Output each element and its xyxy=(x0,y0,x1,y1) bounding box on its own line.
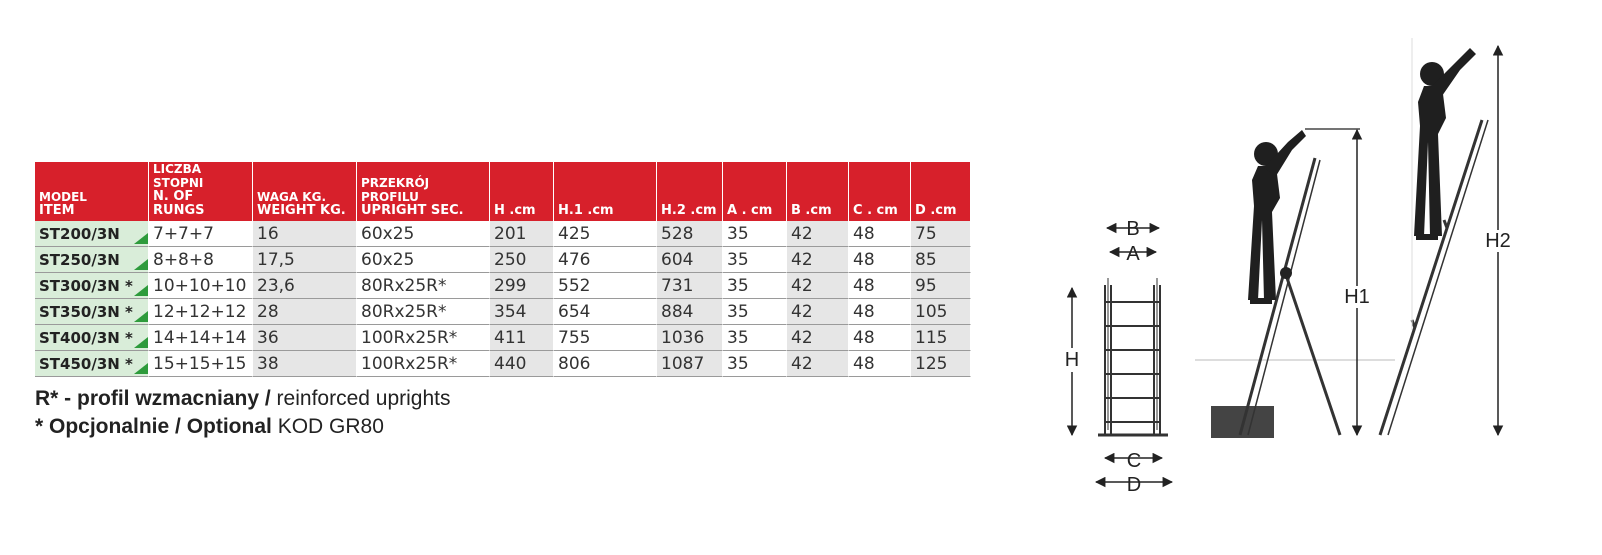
table-row xyxy=(35,247,971,273)
header-h: H .cm xyxy=(490,162,554,221)
header-b: B .cm xyxy=(787,162,849,221)
cell-model: ST450/3N * xyxy=(35,351,149,377)
cell-d: 125 xyxy=(911,351,971,377)
cell-model: ST350/3N * xyxy=(35,299,149,325)
cell-h2: 604 xyxy=(657,247,723,273)
cell-rungs: 14+14+14 xyxy=(149,325,253,351)
cell-profile: 60x25 xyxy=(357,221,490,247)
cell-d: 85 xyxy=(911,247,971,273)
label-h2: H2 xyxy=(1485,230,1511,252)
table-row xyxy=(35,299,971,325)
cell-b: 42 xyxy=(787,299,849,325)
table-header-row xyxy=(35,162,971,221)
cell-a: 35 xyxy=(723,247,787,273)
cell-h1: 476 xyxy=(554,247,657,273)
cell-h1: 654 xyxy=(554,299,657,325)
table-row xyxy=(35,351,971,377)
cell-model: ST200/3N xyxy=(35,221,149,247)
header-model: MODEL ITEM xyxy=(35,162,149,221)
spec-table xyxy=(35,162,971,377)
cell-h2: 731 xyxy=(657,273,723,299)
cell-b: 42 xyxy=(787,325,849,351)
label-c: C xyxy=(1126,450,1142,472)
cell-a: 35 xyxy=(723,325,787,351)
cell-c: 48 xyxy=(849,351,911,377)
model-corner-marker xyxy=(134,233,148,244)
cell-h: 440 xyxy=(490,351,554,377)
label-h: H xyxy=(1064,349,1080,371)
cell-a: 35 xyxy=(723,273,787,299)
header-a: A . cm xyxy=(723,162,787,221)
note-reinforced: R* - profil wzmacniany / reinforced uprights xyxy=(35,387,451,410)
header-h1: H.1 .cm xyxy=(554,162,657,221)
cell-rungs: 15+15+15 xyxy=(149,351,253,377)
label-a: A xyxy=(1126,243,1140,265)
cell-h1: 552 xyxy=(554,273,657,299)
cell-a: 35 xyxy=(723,351,787,377)
cell-h2: 528 xyxy=(657,221,723,247)
label-d: D xyxy=(1126,474,1142,496)
table-row xyxy=(35,273,971,299)
header-weight: WAGA KG. WEIGHT KG. xyxy=(253,162,357,221)
cell-rungs: 12+12+12 xyxy=(149,299,253,325)
person-on-ladder-icon xyxy=(1248,130,1306,304)
cell-c: 48 xyxy=(849,247,911,273)
cell-rungs: 7+7+7 xyxy=(149,221,253,247)
cell-h: 411 xyxy=(490,325,554,351)
cell-rungs: 8+8+8 xyxy=(149,247,253,273)
cell-profile: 100Rx25R* xyxy=(357,325,490,351)
header-d: D .cm xyxy=(911,162,971,221)
cell-weight: 28 xyxy=(253,299,357,325)
cell-rungs: 10+10+10 xyxy=(149,273,253,299)
cell-model: ST250/3N xyxy=(35,247,149,273)
cell-d: 95 xyxy=(911,273,971,299)
cell-b: 42 xyxy=(787,221,849,247)
cell-d: 105 xyxy=(911,299,971,325)
table-body xyxy=(35,221,971,377)
cell-h2: 884 xyxy=(657,299,723,325)
label-b: B xyxy=(1126,218,1140,240)
cell-model: ST300/3N * xyxy=(35,273,149,299)
person-on-extension-icon xyxy=(1414,48,1476,240)
table-row xyxy=(35,325,971,351)
cell-h: 250 xyxy=(490,247,554,273)
header-profile: PRZEKRÓJ PROFILU UPRIGHT SEC. xyxy=(357,162,490,221)
ladder-diagram xyxy=(1050,30,1570,505)
cell-b: 42 xyxy=(787,351,849,377)
cell-c: 48 xyxy=(849,221,911,247)
cell-h2: 1036 xyxy=(657,325,723,351)
cell-h1: 755 xyxy=(554,325,657,351)
cell-b: 42 xyxy=(787,247,849,273)
cell-d: 115 xyxy=(911,325,971,351)
table-row xyxy=(35,221,971,247)
model-corner-marker xyxy=(134,363,148,374)
cell-h: 299 xyxy=(490,273,554,299)
cell-profile: 100Rx25R* xyxy=(357,351,490,377)
cell-weight: 16 xyxy=(253,221,357,247)
header-c: C . cm xyxy=(849,162,911,221)
header-rungs: LICZBA STOPNI N. OF RUNGS xyxy=(149,162,253,221)
cell-h2: 1087 xyxy=(657,351,723,377)
cell-a: 35 xyxy=(723,221,787,247)
cell-profile: 80Rx25R* xyxy=(357,273,490,299)
cell-weight: 23,6 xyxy=(253,273,357,299)
cell-h1: 806 xyxy=(554,351,657,377)
cell-profile: 80Rx25R* xyxy=(357,299,490,325)
cell-h1: 425 xyxy=(554,221,657,247)
model-corner-marker xyxy=(134,285,148,296)
cell-weight: 38 xyxy=(253,351,357,377)
notes xyxy=(35,385,450,441)
cell-weight: 36 xyxy=(253,325,357,351)
cell-a: 35 xyxy=(723,299,787,325)
cell-c: 48 xyxy=(849,299,911,325)
cell-b: 42 xyxy=(787,273,849,299)
cell-profile: 60x25 xyxy=(357,247,490,273)
cell-c: 48 xyxy=(849,325,911,351)
cell-weight: 17,5 xyxy=(253,247,357,273)
cell-h: 354 xyxy=(490,299,554,325)
header-h2: H.2 .cm xyxy=(657,162,723,221)
front-ladder-icon xyxy=(1098,278,1168,435)
cell-c: 48 xyxy=(849,273,911,299)
cell-h: 201 xyxy=(490,221,554,247)
cell-model: ST400/3N * xyxy=(35,325,149,351)
model-corner-marker xyxy=(134,311,148,322)
label-h1: H1 xyxy=(1344,286,1370,308)
model-corner-marker xyxy=(134,337,148,348)
cell-d: 75 xyxy=(911,221,971,247)
model-corner-marker xyxy=(134,259,148,270)
note-optional: * Opcjonalnie / Optional KOD GR80 xyxy=(35,415,384,438)
